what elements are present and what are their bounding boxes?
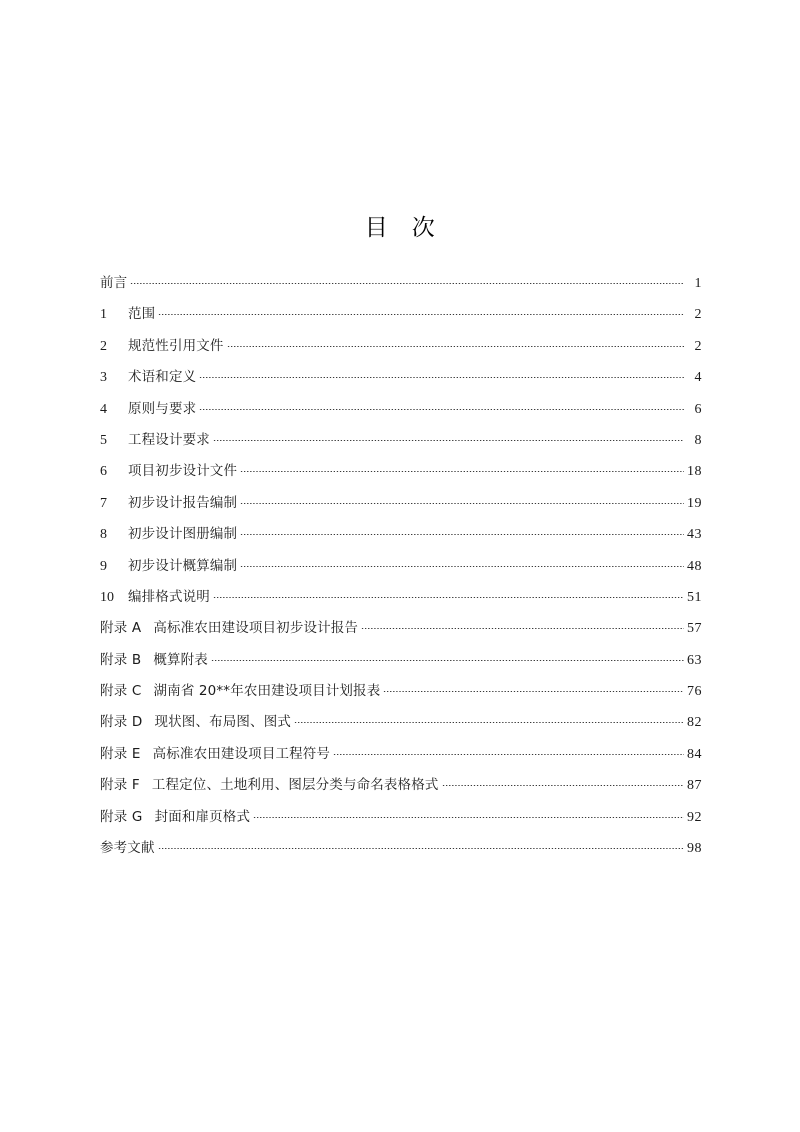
toc-entry-number: 2: [100, 338, 107, 354]
page-title: 目 次: [364, 215, 436, 242]
toc-entry-title: 工程设计要求: [128, 431, 210, 448]
toc-entry-annex-label: 附录 E: [100, 745, 141, 762]
toc-entry-title: 编排格式说明: [128, 588, 210, 605]
toc-entry[interactable]: [100, 273, 702, 304]
toc-entry-title: 初步设计报告编制: [128, 494, 238, 511]
toc-entry[interactable]: [100, 775, 702, 806]
toc-dot-leader: [240, 461, 684, 475]
toc-entry-page-number: 76: [687, 684, 702, 700]
toc-entry-page-number: 98: [687, 841, 702, 857]
toc-dot-leader: [240, 493, 684, 507]
toc-entry-title: 原则与要求: [128, 400, 197, 417]
toc-entry-annex-label: 附录 D: [100, 714, 143, 731]
toc-entry[interactable]: [100, 336, 702, 367]
toc-entry-page-number: 2: [694, 307, 702, 323]
table-of-contents: [100, 273, 702, 869]
toc-entry-number: 7: [100, 495, 107, 511]
toc-entry-title: 初步设计概算编制: [128, 557, 238, 574]
toc-entry-title: 前言: [100, 275, 128, 291]
toc-entry[interactable]: [100, 524, 702, 555]
toc-entry[interactable]: [100, 304, 702, 335]
toc-entry[interactable]: [100, 367, 702, 398]
toc-entry-page-number: 19: [687, 495, 702, 511]
toc-entry[interactable]: [100, 807, 702, 838]
toc-dot-leader: [199, 399, 684, 413]
toc-entry-number: 10: [100, 589, 114, 605]
toc-dot-leader: [253, 807, 684, 821]
toc-entry-number: 5: [100, 432, 107, 448]
toc-entry-page-number: 92: [687, 809, 702, 825]
toc-entry-page-number: 82: [687, 715, 702, 731]
toc-dot-leader: [213, 430, 684, 444]
toc-dot-leader: [158, 304, 684, 318]
toc-entry[interactable]: [100, 430, 702, 461]
toc-entry-number: 1: [100, 307, 107, 323]
toc-entry[interactable]: [100, 650, 702, 681]
toc-entry-page-number: 63: [687, 652, 702, 668]
toc-entry-annex-label: 附录 B: [100, 651, 142, 668]
toc-entry[interactable]: [100, 461, 702, 492]
toc-dot-leader: [442, 775, 684, 789]
toc-dot-leader: [240, 524, 684, 538]
toc-entry-annex-label: 附录 F: [100, 777, 140, 794]
toc-entry-title: 规范性引用文件: [128, 337, 224, 354]
toc-entry-annex-label: 附录 C: [100, 683, 142, 700]
toc-entry-page-number: 2: [694, 338, 702, 354]
toc-entry-title: 封面和扉页格式: [154, 808, 251, 825]
toc-entry[interactable]: [100, 493, 702, 524]
toc-entry-page-number: 4: [694, 370, 702, 386]
toc-entry-title: 概算附表: [153, 651, 208, 668]
toc-dot-leader: [333, 744, 684, 758]
toc-entry[interactable]: [100, 681, 702, 712]
toc-entry-page-number: 51: [687, 589, 702, 605]
toc-entry-number: 9: [100, 558, 107, 574]
toc-entry-title: 高标准农田建设项目工程符号: [152, 745, 331, 762]
toc-entry-page-number: 48: [687, 558, 702, 574]
toc-dot-leader: [383, 681, 684, 695]
toc-dot-leader: [240, 556, 684, 570]
toc-entry-page-number: 43: [687, 527, 702, 543]
toc-entry-title: 高标准农田建设项目初步设计报告: [153, 620, 359, 637]
toc-entry-title: 工程定位、土地利用、图层分类与命名表格格式: [151, 777, 439, 794]
toc-entry-page-number: 87: [687, 778, 702, 794]
toc-entry-title: 现状图、布局图、图式: [154, 714, 291, 731]
toc-entry-title: 湖南省 20**年农田建设项目计划报表: [153, 683, 381, 700]
toc-entry-title: 初步设计图册编制: [128, 526, 238, 543]
toc-dot-leader: [199, 367, 684, 381]
toc-entry-page-number: 8: [694, 432, 702, 448]
toc-dot-leader: [158, 838, 684, 852]
toc-entry-number: 6: [100, 464, 107, 480]
toc-dot-leader: [294, 712, 684, 726]
toc-entry-page-number: 57: [687, 621, 702, 637]
toc-entry-page-number: 18: [687, 464, 702, 480]
toc-entry-title: 范围: [128, 306, 156, 323]
toc-entry-page-number: 84: [687, 746, 702, 762]
toc-entry-title: 项目初步设计文件: [128, 463, 238, 480]
toc-dot-leader: [361, 618, 684, 632]
toc-entry[interactable]: [100, 744, 702, 775]
toc-dot-leader: [213, 587, 684, 601]
toc-entry-title: 参考文献: [100, 840, 155, 857]
toc-dot-leader: [227, 336, 684, 350]
toc-entry-number: 3: [100, 370, 107, 386]
toc-entry-title: 术语和定义: [128, 369, 197, 386]
toc-dot-leader: [211, 650, 684, 664]
toc-dot-leader: [130, 273, 684, 287]
toc-entry-page-number: 1: [694, 276, 702, 291]
toc-entry[interactable]: [100, 399, 702, 430]
toc-entry-number: 8: [100, 527, 107, 543]
toc-entry-annex-label: 附录 G: [100, 808, 143, 825]
toc-entry[interactable]: [100, 618, 702, 649]
toc-entry-annex-label: 附录 A: [100, 620, 142, 637]
toc-entry[interactable]: [100, 838, 702, 869]
toc-entry-page-number: 6: [694, 401, 702, 417]
toc-entry[interactable]: [100, 587, 702, 618]
toc-entry[interactable]: [100, 556, 702, 587]
toc-entry[interactable]: [100, 712, 702, 743]
toc-entry-number: 4: [100, 401, 107, 417]
